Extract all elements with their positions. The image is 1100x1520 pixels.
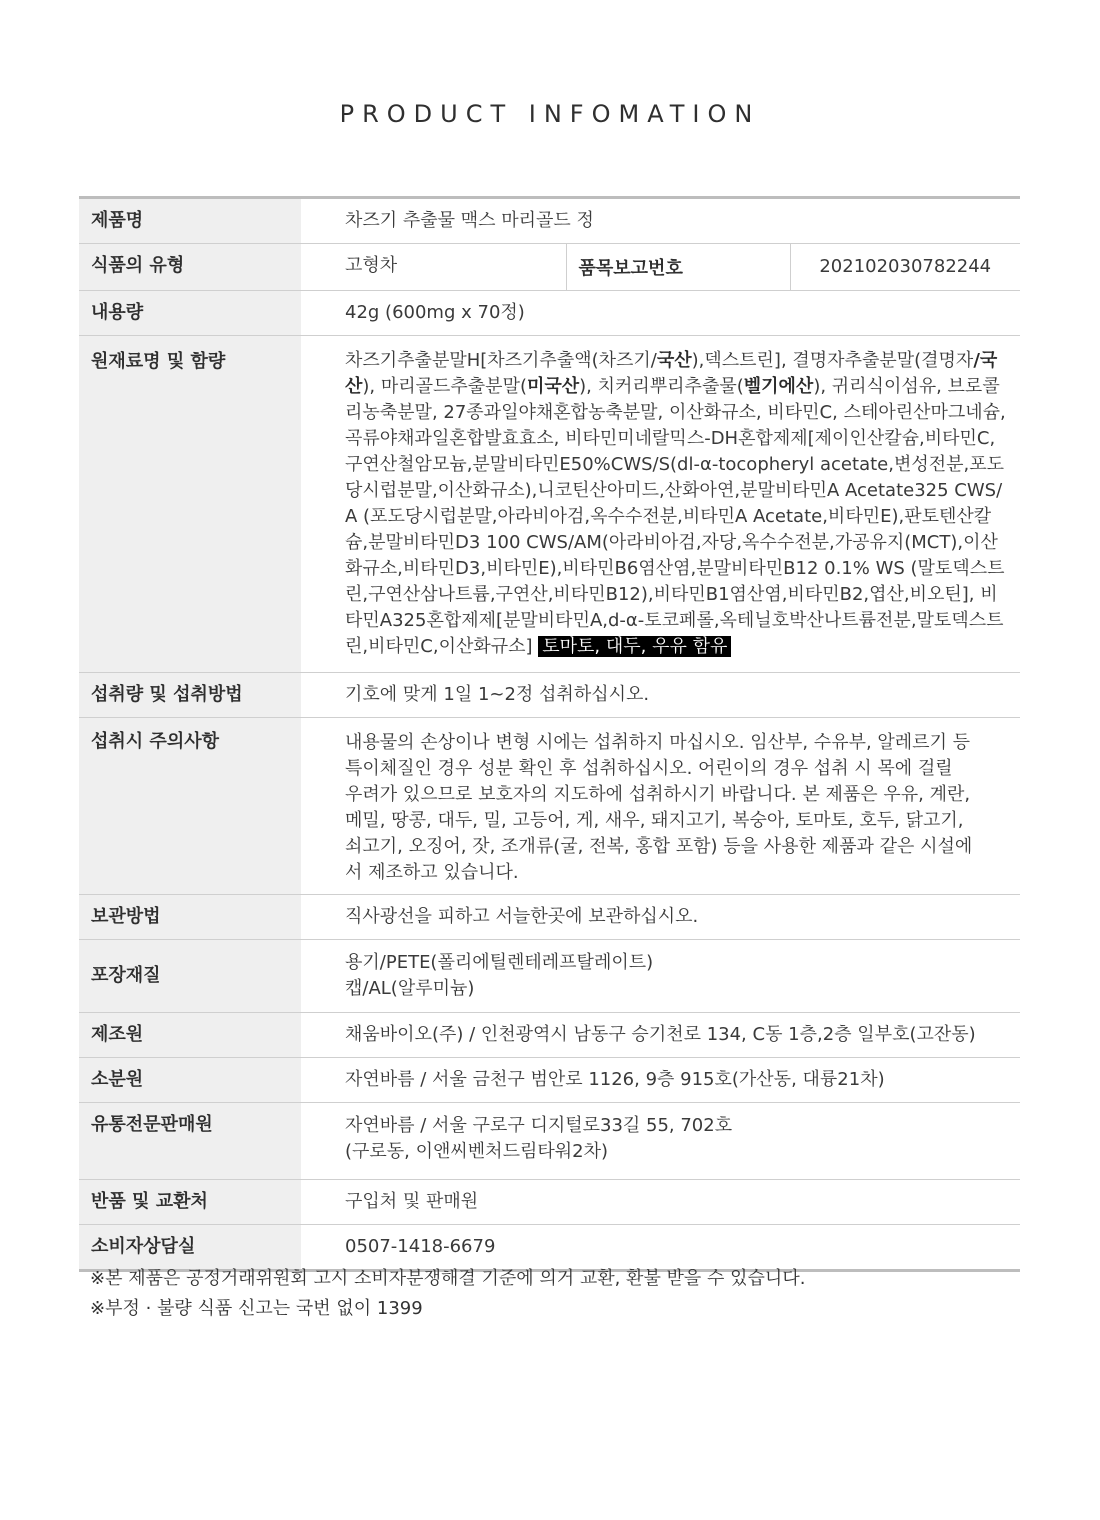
ingredients-text: ), 치커리뿌리추출물( (579, 376, 744, 397)
row-food-type (79, 244, 1020, 291)
label-manufacturer: 제조원 (79, 1013, 301, 1058)
value-subdivider: 자연바름 / 서울 금천구 범안로 1126, 9층 915호(가산동, 대륭21차) (345, 1069, 885, 1090)
value-caution: 내용물의 손상이나 변형 시에는 섭취하지 마십시오. 임산부, 수유부, 알레르기 등 특이체질인 경우 성분 확인 후 섭취하십시오. 어린이의 경우 섭취 시 목에 걸릴 우려가 있으므로 보호자의 지도하에 섭취하시기 바랍니다. 본 제품은 우유, 계란, 메밀, 땅콩, 대두, 밀, 고등어, 게, 새우, 돼지고기, 복숭아, 토마토, 호두, 닭고기, 쇠고기, 오징어, 잣, 조개류(굴, 전복, 홍합 포함) 등을 사용한 제품과 같은 시설에 서 제조하고 있습니다. (345, 732, 973, 883)
label-product-name: 제품명 (79, 198, 301, 244)
label-storage: 보관방법 (79, 895, 301, 940)
label-returns: 반품 및 교환처 (79, 1180, 301, 1225)
origin-bold: 국산 (656, 350, 692, 371)
note-refund: ※본 제품은 공정거래위원회 고시 소비자분쟁해결 기준에 의거 교환, 환불 받을 수 있습니다. (90, 1268, 806, 1289)
value-food-type: 고형차 (345, 255, 398, 276)
row-volume (79, 291, 1020, 336)
product-info-table (79, 196, 1020, 1272)
label-distributor: 유통전문판매원 (79, 1103, 301, 1180)
label-caution: 섭취시 주의사항 (79, 718, 301, 895)
ingredients-text: ),덱스트린], 결명자추출분말(결명자 (691, 350, 974, 371)
value-volume: 42g (600mg x 70정) (345, 302, 525, 323)
label-volume: 내용량 (79, 291, 301, 336)
value-intake: 기호에 맞게 1일 1~2정 섭취하십시오. (345, 684, 650, 705)
label-report-number: 품목보고번호 (566, 244, 790, 291)
label-consumer: 소비자상담실 (79, 1225, 301, 1271)
value-returns: 구입처 및 판매원 (345, 1191, 479, 1212)
row-intake (79, 673, 1020, 718)
value-distributor (301, 1103, 1020, 1180)
distributor-line: (구로동, 이앤씨벤처드림타워2차) (345, 1141, 608, 1162)
note-report: ※부정 · 불량 식품 신고는 국번 없이 1399 (90, 1298, 423, 1319)
row-ingredients (79, 336, 1020, 673)
allergen-highlight: 토마토, 대두, 우유 함유 (538, 636, 731, 657)
value-storage: 직사광선을 피하고 서늘한곳에 보관하십시오. (345, 906, 699, 927)
value-ingredients (301, 336, 1020, 673)
origin-bold: 미국산 (526, 376, 580, 397)
distributor-line: 자연바름 / 서울 구로구 디지털로33길 55, 702호 (345, 1115, 733, 1136)
page-title: PRODUCT INFOMATION (339, 100, 761, 128)
row-returns (79, 1180, 1020, 1225)
value-report-number: 202102030782244 (790, 244, 1020, 291)
value-consumer: 0507-1418-6679 (345, 1236, 496, 1257)
row-distributor (79, 1103, 1020, 1180)
footer-notes (90, 1264, 805, 1324)
row-caution (79, 718, 1020, 895)
value-product-name: 차즈기 추출물 맥스 마리골드 정 (345, 210, 594, 231)
ingredients-text: ), 귀리식이섬유, 브로콜리농축분말, 27종과일야채혼합농축분말, 이산화규소, 비타민C, 스테아린산마그네슘, 곡류야채과일혼합발효효소, 비타민미네랄믹스-DH혼합제제[제이인산칼슘,비타민C,구연산철암모늄,분말비타민E50%CWS/S(dl-α-tocopheryl acetate,변성전분,포도당시럽분말,이산화규소),니코틴산아미드,산화아연,분말비타민A Acetate325 CWS/A (포도당시럽분말,아라비아검,옥수수전분,비타민A Acetate,비타민E),판토텐산칼슘,분말비타민D3 100 CWS/AM(아라비아검,자당,옥수수전분,가공유지(MCT),이산화규소,비타민D3,비타민E),비타민B6염산염,분말비타민B12 0.1% WS (말토덱스트린,구연산삼나트륨,구연산,비타민B12),비타민B1염산염,비타민B2,엽산,비오틴], 비타민A325혼합제제[분말비타민A,d-α-토코페롤,옥테닐호박산나트륨전분,말토덱스트린,비타민C,이산화규소] (345, 376, 1006, 657)
row-packaging (79, 940, 1020, 1013)
value-manufacturer: 채움바이오(주) / 인천광역시 남동구 승기천로 134, C동 1층,2층 일부호(고잔동) (345, 1024, 976, 1045)
label-intake: 섭취량 및 섭취방법 (79, 673, 301, 718)
origin-bold: /국산 (345, 350, 998, 397)
ingredients-text: 차즈기추출분말H[차즈기추출액(차즈기/ (345, 350, 657, 371)
origin-bold: 벨기에산 (743, 376, 814, 397)
label-packaging: 포장재질 (79, 940, 301, 1013)
label-food-type: 식품의 유형 (79, 244, 301, 291)
ingredients-text: ), 마리골드추출분말( (362, 376, 527, 397)
row-subdivider (79, 1058, 1020, 1103)
packaging-line: 용기/PETE(폴리에틸렌테레프탈레이트) (345, 952, 654, 973)
row-storage (79, 895, 1020, 940)
label-subdivider: 소분원 (79, 1058, 301, 1103)
row-manufacturer (79, 1013, 1020, 1058)
packaging-line: 캡/AL(알루미늄) (345, 978, 475, 999)
row-product-name (79, 198, 1020, 244)
label-ingredients: 원재료명 및 함량 (79, 336, 301, 673)
value-packaging (301, 940, 1020, 1013)
